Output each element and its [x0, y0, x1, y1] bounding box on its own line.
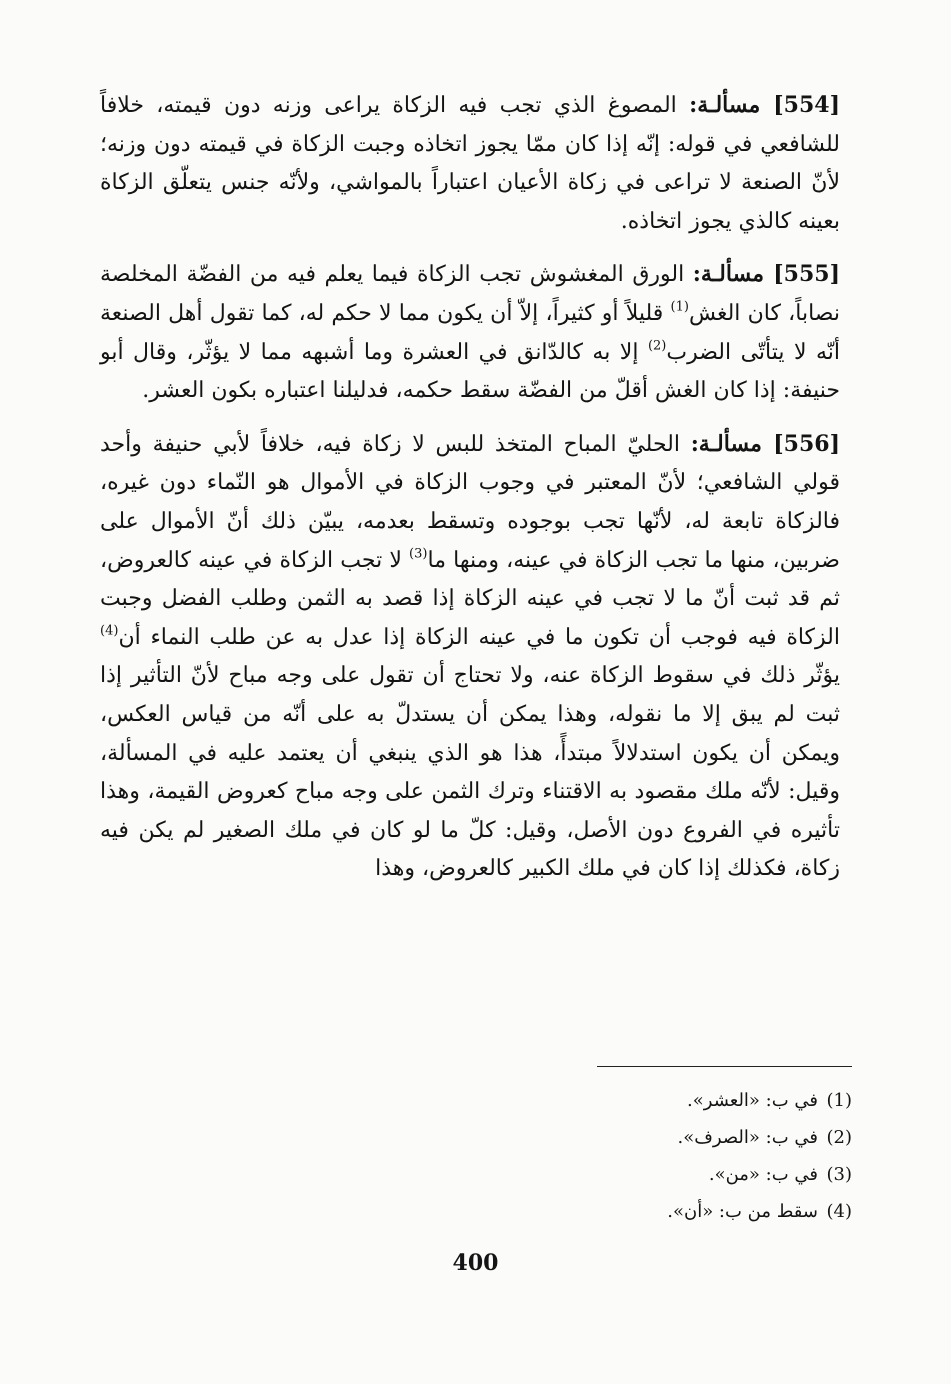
paragraph-text: لا تجب الزكاة في عينه كالعروض، ثم قد ثبت أنّ ما لا تجب في عينه الزكاة إذا قصد به الثمن وطلب الفضل وجبت الزكاة فيه فوجب أن تكون ما في عينه الزكاة إذا عدل به عن طلب النماء أن — [100, 547, 840, 650]
footnote-item — [490, 1082, 852, 1119]
paragraph-554 — [100, 86, 840, 241]
footnote-ref[interactable]: (4) — [100, 622, 119, 638]
footnote-ref[interactable]: (3) — [409, 545, 428, 561]
paragraph-555 — [100, 255, 840, 410]
footnote-divider — [597, 1066, 852, 1067]
footnotes — [490, 1082, 852, 1230]
footnote-text: سقط من ب: «أن». — [667, 1201, 818, 1222]
issue-label: [556] مسألـة: — [690, 430, 841, 457]
paragraph-text: قليلاً أو كثيراً، إلاّ أن يكون مما لا حكم له، كما تقول أهل الصنعة أنّه لا يتأتّى الضرب — [100, 300, 840, 365]
footnote-item — [490, 1156, 852, 1193]
page-number: 400 — [452, 1250, 499, 1276]
paragraph-text: الحليّ المباح المتخذ للبس لا زكاة فيه، خلافاً لأبي حنيفة وأحد قولي الشافعي؛ لأنّ المعتبر في وجوب الزكاة في الأموال هو النّماء دون غيره، فالزكاة تابعة له، لأنّها تجب بوجوده وتسقط بعدمه، يبيّن ذلك أنّ الأموال على ضربين، منها ما تجب الزكاة في عينه، ومنها ما — [100, 431, 840, 573]
footnote-ref[interactable]: (1) — [670, 299, 689, 315]
main-text — [100, 86, 840, 903]
footnote-number: (4) — [826, 1201, 852, 1222]
paragraph-text: يؤثّر ذلك في سقوط الزكاة عنه، ولا تحتاج أن تقول على وجه مباح لأنّ التأثير إذا ثبت لم يبق إلا ما نقوله، وهذا يمكن أن يستدلّ به على أنّه من قياس العكس، ويمكن أن يكون استدلالاً مبتدأً، هذا هو الذي ينبغي أن يعتمد عليه في المسألة، وقيل: لأنّه ملك مقصود به الاقتناء وترك الثمن على وجه مباح كعروض القيمة، وهذا تأثيره في الفروع دون الأصل، وقيل: كلّ ما لو كان في ملك الصغير لم يكن فيه زكاة، فكذلك إذا كان في ملك الكبير كالعروض، وهذا — [100, 663, 840, 882]
footnote-ref[interactable]: (2) — [647, 337, 667, 353]
footnote-item — [490, 1193, 852, 1230]
issue-label: [555] مسألـة: — [692, 261, 841, 288]
paragraph-556 — [100, 425, 840, 889]
footnote-number: (2) — [826, 1127, 852, 1148]
footnote-text: في ب: «من». — [708, 1164, 818, 1185]
footnote-number: (1) — [826, 1090, 852, 1111]
footnote-text: في ب: «العشر». — [687, 1090, 818, 1111]
paragraph-text: الورق المغشوش تجب الزكاة فيما يعلم فيه من الفضّة المخلصة نصاباً، كان الغش — [100, 262, 840, 326]
issue-label: [554] مسألـة: — [689, 92, 840, 118]
paragraph-text: المصوغ الذي تجب فيه الزكاة يراعى وزنه دون قيمته، خلافاً للشافعي في قوله: إنّه إذا كان ممّا يجوز اتخاذه وجبت الزكاة في قيمته دون وزنه؛ لأنّ الصنعة لا تراعى في زكاة الأعيان اعتباراً بالمواشي، ولأنّه جنس يتعلّق الزكاة بعينه كالذي يجوز اتخاذه. — [100, 93, 840, 234]
footnote-item — [490, 1119, 852, 1156]
footnote-number: (3) — [826, 1164, 852, 1185]
footnote-text: في ب: «الصرف». — [677, 1127, 818, 1148]
paragraph-text: إلا به كالدّانق في العشرة وما أشبهه مما لا يؤثّر، وقال أبو حنيفة: إذا كان الغش أقلّ من الفضّة سقط حكمه، فدليلنا اعتباره بكون العشر. — [100, 339, 840, 404]
